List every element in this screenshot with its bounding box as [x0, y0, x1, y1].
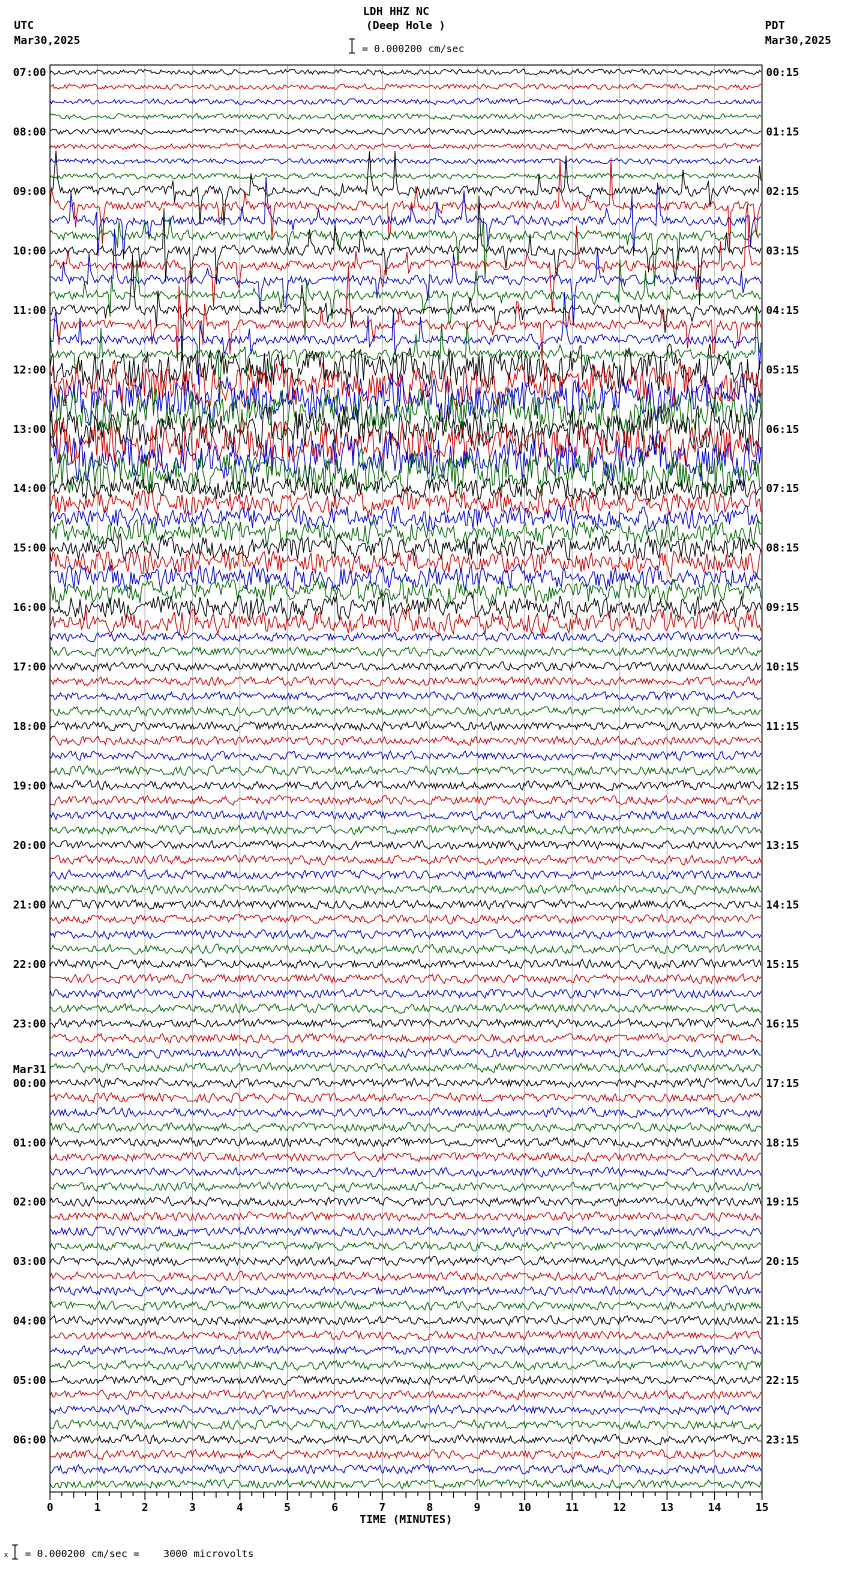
x-tick-label: 11 [565, 1501, 579, 1514]
right-timezone: PDT [765, 19, 785, 32]
seismic-trace [50, 1242, 761, 1252]
seismic-trace [50, 173, 761, 179]
seismic-trace [50, 1122, 761, 1132]
seismic-trace [50, 1137, 761, 1147]
time-axis [47, 1492, 769, 1526]
pdt-hour-label: 14:15 [766, 898, 800, 912]
utc-hour-label: 19:00 [13, 779, 47, 793]
pdt-hour-label: 02:15 [766, 184, 800, 198]
utc-hour-label: 02:00 [13, 1195, 47, 1209]
seismic-trace [50, 1107, 761, 1117]
seismic-trace [50, 196, 761, 305]
seismic-trace [50, 1331, 761, 1341]
left-timezone: UTC [14, 19, 34, 32]
utc-hour-label: 22:00 [13, 957, 47, 971]
seismic-trace [50, 1004, 761, 1014]
seismic-trace [50, 505, 761, 531]
utc-date-label: Mar31 [13, 1062, 47, 1076]
pdt-hour-label: 22:15 [766, 1374, 800, 1388]
utc-hour-label: 10:00 [13, 244, 47, 258]
station-location: (Deep Hole ) [366, 19, 446, 32]
seismic-trace [50, 1049, 761, 1059]
seismic-trace [50, 840, 761, 850]
seismic-trace [50, 1479, 761, 1489]
seismic-trace [50, 114, 761, 120]
seismic-trace [50, 204, 761, 317]
seismic-trace [50, 1256, 761, 1266]
seismic-trace [50, 1093, 761, 1103]
pdt-hour-label: 16:15 [766, 1017, 800, 1031]
x-tick-label: 8 [426, 1501, 434, 1514]
seismic-trace [50, 1465, 761, 1475]
pdt-hour-label: 13:15 [766, 838, 800, 852]
utc-hour-label: 06:00 [13, 1433, 47, 1447]
x-tick-label: 7 [378, 1501, 386, 1514]
seismic-trace [50, 1152, 761, 1162]
seismic-trace [50, 989, 761, 999]
seismic-trace [50, 959, 761, 969]
utc-hour-label: 05:00 [13, 1374, 47, 1388]
seismic-trace [50, 870, 761, 879]
pdt-hour-label: 23:15 [766, 1433, 800, 1447]
footer-scale-label: = 0.000200 cm/sec = 3000 microvolts [25, 1549, 254, 1560]
seismic-trace [50, 707, 761, 717]
utc-hour-label: 17:00 [13, 660, 47, 674]
seismic-trace [50, 1063, 761, 1073]
seismic-trace [50, 1405, 761, 1415]
seismic-trace [50, 722, 761, 732]
svg-text:x: x [4, 1551, 9, 1559]
seismic-trace [50, 1078, 761, 1088]
seismic-trace [50, 99, 761, 105]
station-title: LDH HHZ NC [363, 5, 430, 18]
seismic-trace [50, 474, 761, 501]
pdt-hour-label: 04:15 [766, 303, 800, 317]
utc-hour-label: 23:00 [13, 1017, 47, 1031]
seismic-trace [50, 1271, 761, 1281]
x-tick-label: 0 [46, 1501, 54, 1514]
utc-hour-label: 14:00 [13, 482, 47, 496]
pdt-hour-label: 06:15 [766, 422, 800, 436]
seismic-trace [50, 1286, 761, 1297]
seismic-trace [50, 490, 761, 516]
trace-group [50, 69, 761, 1489]
seismic-trace [50, 766, 761, 776]
pdt-hour-label: 15:15 [766, 957, 800, 971]
pdt-hour-label: 17:15 [766, 1076, 800, 1090]
seismic-trace [50, 1390, 761, 1400]
seismic-trace [50, 1316, 761, 1326]
seismic-trace [50, 158, 761, 164]
scale-label: = 0.000200 cm/sec [362, 44, 465, 55]
seismic-trace [50, 974, 761, 984]
seismic-trace [50, 751, 761, 761]
x-tick-label: 5 [284, 1501, 291, 1514]
seismic-trace [50, 855, 761, 865]
seismic-trace [50, 691, 761, 700]
x-tick-label: 15 [755, 1501, 769, 1514]
x-tick-label: 6 [331, 1501, 339, 1514]
seismic-trace [50, 929, 761, 939]
right-date: Mar30,2025 [765, 34, 832, 47]
pdt-hour-label: 19:15 [766, 1195, 800, 1209]
seismic-trace [50, 825, 761, 835]
seismic-trace [50, 69, 761, 75]
seismic-trace [50, 915, 761, 925]
x-tick-label: 10 [518, 1501, 532, 1514]
utc-hour-label: 03:00 [13, 1255, 47, 1269]
seismic-trace [50, 944, 761, 954]
seismic-trace [50, 1420, 761, 1430]
pdt-hour-label: 12:15 [766, 779, 800, 793]
x-tick-label: 2 [141, 1501, 149, 1514]
seismic-trace [50, 578, 761, 605]
utc-hour-label: 11:00 [13, 303, 47, 317]
seismic-trace [50, 736, 761, 746]
x-tick-label: 1 [94, 1501, 101, 1514]
x-axis-title: TIME (MINUTES) [359, 1513, 453, 1526]
pdt-hour-label: 08:15 [766, 541, 800, 555]
pdt-hour-label: 09:15 [766, 601, 800, 615]
seismic-trace [50, 84, 761, 90]
utc-hour-label: 20:00 [13, 838, 47, 852]
seismic-trace [50, 1182, 761, 1192]
x-tick-label: 9 [473, 1501, 481, 1514]
seismic-trace [50, 885, 761, 895]
pdt-hour-label: 01:15 [766, 125, 800, 139]
seismic-trace [50, 1345, 761, 1354]
seismic-trace [50, 1449, 761, 1459]
x-tick-label: 3 [189, 1501, 196, 1514]
seismic-trace [50, 129, 761, 135]
seismic-trace [50, 632, 761, 642]
seismic-trace [50, 662, 761, 672]
pdt-hour-label: 07:15 [766, 482, 800, 496]
seismic-trace [50, 1034, 761, 1044]
pdt-hour-label: 11:15 [766, 720, 800, 734]
seismic-trace [50, 1212, 761, 1222]
utc-hour-label: 18:00 [13, 720, 47, 734]
seismic-trace [50, 1301, 761, 1310]
pdt-hour-label: 10:15 [766, 660, 800, 674]
minute-gridlines [97, 65, 714, 1492]
footer-scale-icon [4, 1543, 24, 1563]
utc-hour-label: 21:00 [13, 898, 47, 912]
utc-hour-label: 08:00 [13, 125, 47, 139]
seismic-trace [50, 1167, 761, 1177]
utc-hour-label: 16:00 [13, 601, 47, 615]
seismic-trace [50, 177, 761, 259]
utc-hour-label: 07:00 [13, 66, 47, 79]
seismic-trace [50, 810, 761, 820]
pdt-hour-label: 00:15 [766, 66, 800, 79]
seismic-trace [50, 780, 761, 790]
seismic-trace [50, 1018, 761, 1027]
x-tick-label: 14 [707, 1501, 722, 1514]
seismic-trace [50, 143, 761, 149]
pdt-hour-label: 03:15 [766, 244, 800, 258]
utc-hour-label: 12:00 [13, 363, 47, 377]
pdt-hour-label: 21:15 [766, 1314, 800, 1328]
pdt-hour-label: 18:15 [766, 1136, 800, 1150]
x-tick-label: 12 [612, 1501, 627, 1514]
x-tick-label: 13 [660, 1501, 674, 1514]
utc-hour-label: 00:00 [13, 1076, 47, 1090]
seismic-trace [50, 795, 761, 805]
x-tick-label: 4 [236, 1501, 244, 1514]
utc-hour-label: 13:00 [13, 422, 47, 436]
seismic-trace [50, 1376, 761, 1386]
utc-hour-label: 09:00 [13, 184, 47, 198]
seismic-trace [50, 900, 761, 910]
utc-hour-label: 15:00 [13, 541, 47, 555]
utc-hour-label: 01:00 [13, 1136, 47, 1150]
seismic-trace [50, 1227, 761, 1237]
seismic-trace [50, 1434, 761, 1444]
seismic-trace [50, 1197, 761, 1206]
utc-hour-label: 04:00 [13, 1314, 47, 1328]
seismic-trace [50, 677, 761, 687]
seismic-trace [50, 1361, 761, 1371]
seismic-trace [50, 647, 761, 657]
pdt-hour-label: 20:15 [766, 1255, 800, 1269]
pdt-hour-label: 05:15 [766, 363, 800, 377]
seismic-trace [50, 158, 761, 253]
left-date: Mar30,2025 [14, 34, 81, 47]
